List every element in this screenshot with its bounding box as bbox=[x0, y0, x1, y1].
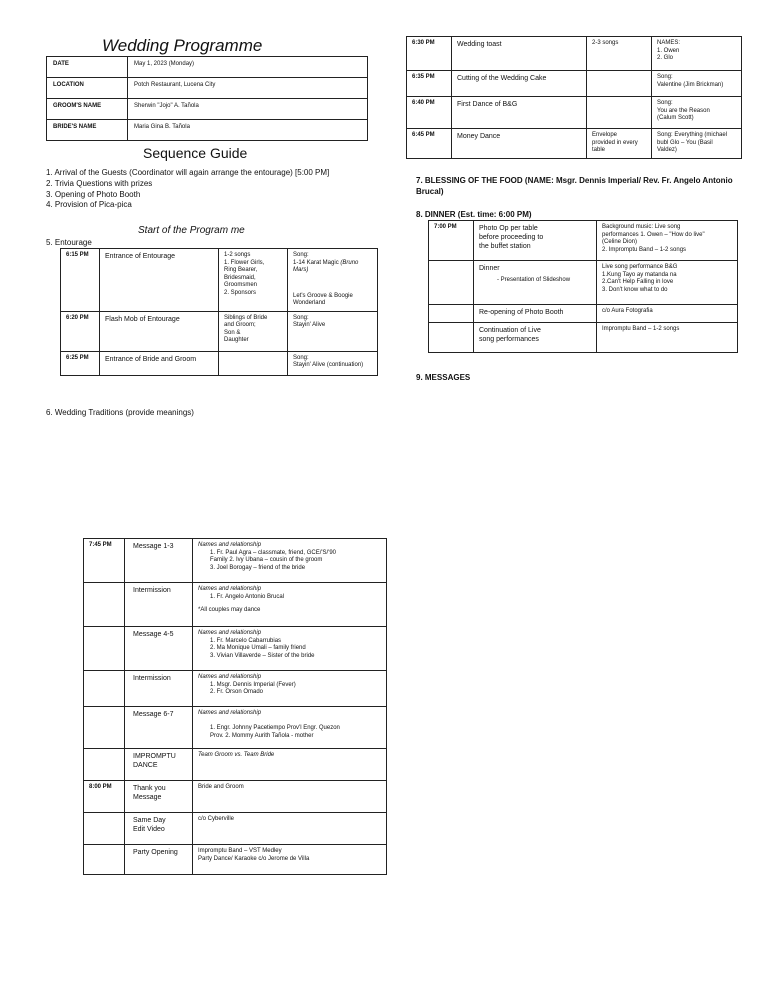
info-value: Sherwin "Jojo" A. Tañola bbox=[128, 99, 368, 120]
program-time: 6:45 PM bbox=[407, 129, 452, 159]
message-event: Same Day Edit Video bbox=[125, 813, 193, 845]
message-head: Names and relationship bbox=[198, 586, 262, 592]
message-event: Intermission bbox=[125, 583, 193, 627]
dinner-notes: Impromptu Band – 1-2 songs bbox=[597, 323, 738, 353]
program-event: First Dance of B&G bbox=[452, 97, 587, 129]
program-event: Cutting of the Wedding Cake bbox=[452, 71, 587, 97]
song-a-title: Stayin' Alive bbox=[293, 322, 326, 328]
message-head: Team Groom vs. Team Bride bbox=[198, 752, 275, 758]
program-song: Song: You are the Reason (Calum Scott) bbox=[652, 97, 742, 129]
program-time: 6:30 PM bbox=[407, 37, 452, 71]
message-event: Message 4-5 bbox=[125, 627, 193, 671]
messages-table bbox=[83, 538, 387, 875]
info-value: May 1, 2023 (Monday) bbox=[128, 57, 368, 78]
message-extra: *All couples may dance bbox=[198, 607, 261, 613]
message-details bbox=[193, 707, 387, 749]
dinner-event bbox=[474, 221, 597, 261]
dinner-event-name: Continuation of Live song performances bbox=[479, 327, 541, 344]
message-lines: c/o Cyberville bbox=[198, 816, 235, 822]
program-row bbox=[407, 97, 742, 129]
info-row bbox=[47, 120, 368, 141]
sequence-item: 3. Opening of Photo Booth bbox=[46, 189, 141, 199]
dinner-row bbox=[429, 261, 738, 305]
message-lines: 1. Fr. Paul Agra – classmate, friend, GCE/'S/'90 Family 2. Ivy Ubana – cousin of the groom 3. Joel Borogay – friend of the bride bbox=[210, 549, 337, 571]
entourage-time: 6:25 PM bbox=[61, 351, 100, 375]
dinner-event bbox=[474, 305, 597, 323]
program-time: 6:35 PM bbox=[407, 71, 452, 97]
message-event: Intermission bbox=[125, 671, 193, 707]
info-label: GROOM'S NAME bbox=[47, 99, 128, 120]
message-time bbox=[84, 583, 125, 627]
program-details: 2-3 songs bbox=[587, 37, 652, 71]
traditions-heading: 6. Wedding Traditions (provide meanings) bbox=[46, 408, 194, 417]
message-time bbox=[84, 671, 125, 707]
message-details bbox=[193, 749, 387, 781]
entourage-details bbox=[219, 351, 288, 375]
entourage-time: 6:15 PM bbox=[61, 249, 100, 312]
dinner-row bbox=[429, 221, 738, 261]
dinner-event bbox=[474, 261, 597, 305]
program-details bbox=[587, 97, 652, 129]
dinner-time bbox=[429, 261, 474, 305]
song-a-title: Stayin' Alive (continuation) bbox=[293, 362, 364, 368]
program-row bbox=[407, 37, 742, 71]
message-details bbox=[193, 813, 387, 845]
info-label: DATE bbox=[47, 57, 128, 78]
dinner-event-name: Photo Op per table before proceeding to the buffet station bbox=[479, 225, 544, 251]
blessing-heading: 7. BLESSING OF THE FOOD (NAME: Msgr. Dennis Imperial/ Rev. Fr. Angelo Antonio Brucal) bbox=[416, 176, 733, 196]
song-a bbox=[293, 260, 372, 275]
dinner-table bbox=[428, 220, 738, 353]
message-head: Names and relationship bbox=[198, 630, 262, 636]
song-label: Song: bbox=[293, 354, 309, 361]
program-song: NAMES: 1. Owen 2. Glo bbox=[652, 37, 742, 71]
message-head: Names and relationship bbox=[198, 542, 262, 548]
info-value: Maria Gina B. Tañola bbox=[128, 120, 368, 141]
sequence-title: Sequence Guide bbox=[143, 145, 248, 161]
info-row bbox=[47, 78, 368, 99]
dinner-event bbox=[474, 323, 597, 353]
message-row bbox=[84, 707, 387, 749]
message-time: 7:45 PM bbox=[84, 539, 125, 583]
program-details: Envelope provided in every table bbox=[587, 129, 652, 159]
message-event: IMPROMPTU DANCE bbox=[125, 749, 193, 781]
song-label: Song: bbox=[293, 252, 309, 258]
message-time bbox=[84, 845, 125, 875]
dinner-time bbox=[429, 323, 474, 353]
message-event: Thank you Message bbox=[125, 781, 193, 813]
messages-heading: 9. MESSAGES bbox=[416, 373, 471, 382]
message-time: 8:00 PM bbox=[84, 781, 125, 813]
dinner-heading: 8. DINNER (Est. time: 6:00 PM) bbox=[416, 210, 532, 219]
message-lines: 1. Engr. Johnny Pacetiempo Prov'l Engr. Quezon Prov. 2. Mommy Aurith Tañola - mother bbox=[210, 725, 340, 739]
message-row bbox=[84, 627, 387, 671]
message-time bbox=[84, 707, 125, 749]
message-time bbox=[84, 813, 125, 845]
entourage-song bbox=[288, 249, 378, 312]
message-details bbox=[193, 539, 387, 583]
entourage-event: Flash Mob of Entourage bbox=[100, 311, 219, 351]
entourage-row bbox=[61, 351, 378, 375]
message-row bbox=[84, 781, 387, 813]
message-head: Names and relationship bbox=[198, 674, 262, 680]
message-lines: 1. Msgr. Dennis Imperial (Fever) 2. Fr. Orson Omado bbox=[210, 681, 296, 695]
program-event: Wedding toast bbox=[452, 37, 587, 71]
message-lines: Impromptu Band – VST Medley Party Dance/ Karaoke c/o Jerome de Villa bbox=[198, 848, 310, 862]
message-event: Message 1-3 bbox=[125, 539, 193, 583]
message-head: Names and relationship bbox=[198, 710, 262, 716]
song-label: Song: bbox=[293, 314, 309, 321]
message-row bbox=[84, 845, 387, 875]
info-row bbox=[47, 99, 368, 120]
entourage-time: 6:20 PM bbox=[61, 311, 100, 351]
message-row bbox=[84, 671, 387, 707]
message-time bbox=[84, 749, 125, 781]
start-title: Start of the Program me bbox=[138, 225, 245, 236]
sequence-list bbox=[46, 168, 386, 211]
info-label: LOCATION bbox=[47, 78, 128, 99]
dinner-event-name: Re-opening of Photo Booth bbox=[479, 309, 564, 316]
info-row bbox=[47, 57, 368, 78]
program-song: Song: Valentine (Jim Brickman) bbox=[652, 71, 742, 97]
song-a-artist: (Bruno Mars) bbox=[293, 259, 359, 273]
entourage-song bbox=[288, 311, 378, 351]
document-title: Wedding Programme bbox=[102, 36, 263, 55]
right-top-table bbox=[406, 36, 742, 159]
info-table bbox=[46, 56, 368, 141]
message-event: Party Opening bbox=[125, 845, 193, 875]
sequence-item: 4. Provision of Pica-pica bbox=[46, 200, 132, 210]
dinner-notes: Background music: Live song performances 1. Owen – "How do live" (Celine Dion) 2. Impromptu Band – 1-2 songs bbox=[597, 221, 738, 261]
dinner-row bbox=[429, 323, 738, 353]
entourage-heading: 5. Entourage bbox=[46, 238, 92, 247]
entourage-table bbox=[60, 248, 378, 376]
message-details bbox=[193, 583, 387, 627]
entourage-event: Entrance of Bride and Groom bbox=[100, 351, 219, 375]
sequence-item: 2. Trivia Questions with prizes bbox=[46, 178, 153, 188]
program-event: Money Dance bbox=[452, 129, 587, 159]
dinner-notes: Live song performance B&G 1.Kung Tayo ay matanda na 2.Can't Help Falling in love 3. Don't know what to do bbox=[597, 261, 738, 305]
program-details bbox=[587, 71, 652, 97]
message-details bbox=[193, 781, 387, 813]
dinner-time bbox=[429, 305, 474, 323]
dinner-notes: c/o Aura Fotografia bbox=[597, 305, 738, 323]
message-row bbox=[84, 749, 387, 781]
song-a bbox=[293, 322, 372, 330]
entourage-row bbox=[61, 311, 378, 351]
message-row bbox=[84, 583, 387, 627]
message-lines: 1. Fr. Angelo Antonio Brucal bbox=[210, 593, 285, 600]
program-row bbox=[407, 71, 742, 97]
program-song: Song: Everything (michael bubl Glo – You (Basil Valdez) bbox=[652, 129, 742, 159]
entourage-details: Siblings of Bride and Groom; Son & Daughter bbox=[219, 311, 288, 351]
dinner-event-sub: - Presentation of Slideshow bbox=[497, 277, 571, 284]
song-b: Let's Groove & Boogie Wonderland bbox=[293, 292, 353, 306]
entourage-details: 1-2 songs 1. Flower Girls, Ring Bearer, Bridesmaid, Groomsmen 2. Sponsors bbox=[219, 249, 288, 312]
message-lines: 1. Fr. Marcelo Cabarrubias 2. Ma Monique Umali – family friend 3. Vivian Villaverde – Sister of the bride bbox=[210, 637, 315, 659]
song-a bbox=[293, 362, 372, 370]
message-lines: Bride and Groom bbox=[198, 784, 244, 790]
message-details bbox=[193, 671, 387, 707]
message-row bbox=[84, 539, 387, 583]
sequence-item: 1. Arrival of the Guests (Coordinator will again arrange the entourage) [5:00 PM] bbox=[46, 168, 330, 177]
message-event: Message 6-7 bbox=[125, 707, 193, 749]
entourage-row bbox=[61, 249, 378, 312]
program-row bbox=[407, 129, 742, 159]
message-time bbox=[84, 627, 125, 671]
info-label: BRIDE'S NAME bbox=[47, 120, 128, 141]
message-row bbox=[84, 813, 387, 845]
message-details bbox=[193, 627, 387, 671]
dinner-event-name: Dinner bbox=[479, 265, 500, 272]
dinner-time: 7:00 PM bbox=[429, 221, 474, 261]
dinner-row bbox=[429, 305, 738, 323]
entourage-song bbox=[288, 351, 378, 375]
song-a-title: 1-14 Karat Magic bbox=[293, 259, 339, 266]
info-value: Potch Restaurant, Lucena City bbox=[128, 78, 368, 99]
entourage-event: Entrance of Entourage bbox=[100, 249, 219, 312]
message-details bbox=[193, 845, 387, 875]
program-time: 6:40 PM bbox=[407, 97, 452, 129]
